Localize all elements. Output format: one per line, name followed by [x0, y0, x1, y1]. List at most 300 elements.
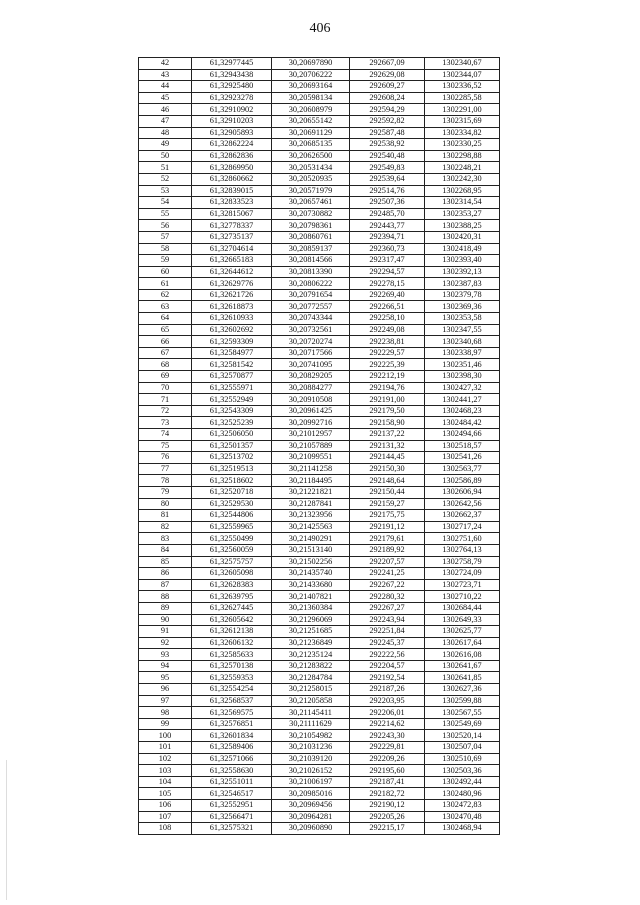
cell-y-coordinate: 1302627,36 [425, 684, 500, 696]
cell-latitude: 61,32605098 [192, 568, 272, 580]
table-row [139, 718, 500, 730]
cell-longitude: 30,20697890 [272, 58, 350, 70]
cell-x-coordinate: 292258,10 [350, 313, 425, 325]
cell-longitude: 30,21057889 [272, 440, 350, 452]
cell-y-coordinate: 1302641,85 [425, 672, 500, 684]
cell-x-coordinate: 292206,01 [350, 707, 425, 719]
cell-x-coordinate: 292209,26 [350, 753, 425, 765]
cell-y-coordinate: 1302480,96 [425, 788, 500, 800]
cell-longitude: 30,20732561 [272, 324, 350, 336]
cell-longitude: 30,21284784 [272, 672, 350, 684]
cell-point-number: 90 [139, 614, 192, 626]
cell-point-number: 69 [139, 371, 192, 383]
cell-longitude: 30,20691129 [272, 127, 350, 139]
table-row [139, 231, 500, 243]
cell-x-coordinate: 292294,57 [350, 266, 425, 278]
cell-x-coordinate: 292190,12 [350, 800, 425, 812]
cell-latitude: 61,32519513 [192, 463, 272, 475]
cell-y-coordinate: 1302567,55 [425, 707, 500, 719]
cell-latitude: 61,32621726 [192, 289, 272, 301]
table-row [139, 510, 500, 522]
cell-x-coordinate: 292148,64 [350, 475, 425, 487]
table-row [139, 556, 500, 568]
cell-x-coordinate: 292608,24 [350, 92, 425, 104]
table-row [139, 684, 500, 696]
cell-latitude: 61,32627445 [192, 602, 272, 614]
cell-latitude: 61,32544806 [192, 510, 272, 522]
cell-y-coordinate: 1302298,88 [425, 150, 500, 162]
table-row [139, 417, 500, 429]
cell-longitude: 30,20571979 [272, 185, 350, 197]
cell-latitude: 61,32520718 [192, 486, 272, 498]
cell-x-coordinate: 292443,77 [350, 220, 425, 232]
cell-x-coordinate: 292507,36 [350, 197, 425, 209]
cell-x-coordinate: 292243,30 [350, 730, 425, 742]
cell-y-coordinate: 1302369,36 [425, 301, 500, 313]
cell-point-number: 58 [139, 243, 192, 255]
cell-point-number: 86 [139, 568, 192, 580]
cell-longitude: 30,21323956 [272, 510, 350, 522]
cell-latitude: 61,32910203 [192, 115, 272, 127]
table-row [139, 382, 500, 394]
cell-latitude: 61,32860662 [192, 173, 272, 185]
cell-latitude: 61,32977445 [192, 58, 272, 70]
cell-longitude: 30,21099551 [272, 452, 350, 464]
cell-point-number: 52 [139, 173, 192, 185]
cell-y-coordinate: 1302751,60 [425, 533, 500, 545]
table-row [139, 69, 500, 81]
cell-point-number: 66 [139, 336, 192, 348]
table-row [139, 614, 500, 626]
table-row [139, 765, 500, 777]
cell-y-coordinate: 1302518,57 [425, 440, 500, 452]
cell-point-number: 107 [139, 811, 192, 823]
cell-latitude: 61,32576851 [192, 718, 272, 730]
cell-longitude: 30,21235124 [272, 649, 350, 661]
cell-latitude: 61,32925480 [192, 81, 272, 93]
cell-y-coordinate: 1302387,83 [425, 278, 500, 290]
cell-longitude: 30,20992716 [272, 417, 350, 429]
cell-x-coordinate: 292243,94 [350, 614, 425, 626]
table-row [139, 150, 500, 162]
cell-point-number: 73 [139, 417, 192, 429]
cell-point-number: 84 [139, 544, 192, 556]
cell-x-coordinate: 292189,92 [350, 544, 425, 556]
cell-point-number: 44 [139, 81, 192, 93]
cell-longitude: 30,20798361 [272, 220, 350, 232]
cell-x-coordinate: 292131,32 [350, 440, 425, 452]
cell-point-number: 48 [139, 127, 192, 139]
table-row [139, 800, 500, 812]
cell-latitude: 61,32628383 [192, 579, 272, 591]
cell-point-number: 85 [139, 556, 192, 568]
cell-y-coordinate: 1302393,40 [425, 255, 500, 267]
cell-longitude: 30,20520935 [272, 173, 350, 185]
table-row [139, 243, 500, 255]
cell-point-number: 61 [139, 278, 192, 290]
cell-x-coordinate: 292195,60 [350, 765, 425, 777]
cell-longitude: 30,21006197 [272, 776, 350, 788]
table-row [139, 324, 500, 336]
cell-y-coordinate: 1302617,64 [425, 637, 500, 649]
table-row [139, 394, 500, 406]
cell-x-coordinate: 292212,19 [350, 371, 425, 383]
cell-point-number: 87 [139, 579, 192, 591]
cell-longitude: 30,20717566 [272, 347, 350, 359]
cell-y-coordinate: 1302468,94 [425, 823, 500, 835]
cell-point-number: 68 [139, 359, 192, 371]
cell-point-number: 103 [139, 765, 192, 777]
cell-x-coordinate: 292549,83 [350, 162, 425, 174]
cell-y-coordinate: 1302334,82 [425, 127, 500, 139]
cell-longitude: 30,20655142 [272, 115, 350, 127]
cell-latitude: 61,32518602 [192, 475, 272, 487]
cell-x-coordinate: 292192,54 [350, 672, 425, 684]
cell-x-coordinate: 292137,22 [350, 429, 425, 441]
cell-x-coordinate: 292278,15 [350, 278, 425, 290]
page-number: 406 [309, 21, 331, 36]
cell-x-coordinate: 292594,29 [350, 104, 425, 116]
cell-longitude: 30,20910508 [272, 394, 350, 406]
cell-latitude: 61,32550499 [192, 533, 272, 545]
cell-y-coordinate: 1302347,55 [425, 324, 500, 336]
cell-latitude: 61,32570138 [192, 660, 272, 672]
table-row [139, 278, 500, 290]
cell-x-coordinate: 292629,08 [350, 69, 425, 81]
cell-point-number: 77 [139, 463, 192, 475]
cell-longitude: 30,20685135 [272, 139, 350, 151]
cell-point-number: 95 [139, 672, 192, 684]
cell-y-coordinate: 1302340,68 [425, 336, 500, 348]
cell-latitude: 61,32501357 [192, 440, 272, 452]
cell-y-coordinate: 1302468,23 [425, 405, 500, 417]
table-row [139, 115, 500, 127]
cell-x-coordinate: 292150,30 [350, 463, 425, 475]
cell-y-coordinate: 1302388,25 [425, 220, 500, 232]
cell-longitude: 30,20693164 [272, 81, 350, 93]
cell-point-number: 98 [139, 707, 192, 719]
cell-x-coordinate: 292222,56 [350, 649, 425, 661]
cell-longitude: 30,20964281 [272, 811, 350, 823]
table-row [139, 289, 500, 301]
cell-longitude: 30,20960890 [272, 823, 350, 835]
cell-longitude: 30,20772557 [272, 301, 350, 313]
cell-latitude: 61,32543309 [192, 405, 272, 417]
cell-x-coordinate: 292587,48 [350, 127, 425, 139]
cell-longitude: 30,21435740 [272, 568, 350, 580]
cell-longitude: 30,20985016 [272, 788, 350, 800]
cell-longitude: 30,21433680 [272, 579, 350, 591]
cell-latitude: 61,32529530 [192, 498, 272, 510]
table-row [139, 823, 500, 835]
table-row [139, 730, 500, 742]
cell-longitude: 30,21296069 [272, 614, 350, 626]
cell-point-number: 60 [139, 266, 192, 278]
cell-x-coordinate: 292179,61 [350, 533, 425, 545]
cell-longitude: 30,20814566 [272, 255, 350, 267]
cell-x-coordinate: 292194,76 [350, 382, 425, 394]
cell-y-coordinate: 1302291,00 [425, 104, 500, 116]
cell-latitude: 61,32735137 [192, 231, 272, 243]
cell-latitude: 61,32639795 [192, 591, 272, 603]
cell-latitude: 61,32665183 [192, 255, 272, 267]
cell-longitude: 30,20859137 [272, 243, 350, 255]
cell-x-coordinate: 292179,50 [350, 405, 425, 417]
cell-latitude: 61,32862224 [192, 139, 272, 151]
cell-x-coordinate: 292191,00 [350, 394, 425, 406]
cell-y-coordinate: 1302379,78 [425, 289, 500, 301]
cell-y-coordinate: 1302710,22 [425, 591, 500, 603]
cell-y-coordinate: 1302420,31 [425, 231, 500, 243]
cell-point-number: 101 [139, 742, 192, 754]
cell-latitude: 61,32584977 [192, 347, 272, 359]
cell-longitude: 30,21054982 [272, 730, 350, 742]
cell-latitude: 61,32589406 [192, 742, 272, 754]
table-row [139, 197, 500, 209]
cell-longitude: 30,21184495 [272, 475, 350, 487]
cell-y-coordinate: 1302563,77 [425, 463, 500, 475]
cell-longitude: 30,20608979 [272, 104, 350, 116]
cell-longitude: 30,20730882 [272, 208, 350, 220]
cell-x-coordinate: 292267,22 [350, 579, 425, 591]
cell-longitude: 30,21111629 [272, 718, 350, 730]
cell-x-coordinate: 292394,71 [350, 231, 425, 243]
cell-point-number: 82 [139, 521, 192, 533]
cell-point-number: 104 [139, 776, 192, 788]
cell-latitude: 61,32585633 [192, 649, 272, 661]
cell-x-coordinate: 292592,82 [350, 115, 425, 127]
cell-longitude: 30,21205858 [272, 695, 350, 707]
table-row [139, 811, 500, 823]
cell-point-number: 72 [139, 405, 192, 417]
table-row [139, 301, 500, 313]
table-row [139, 347, 500, 359]
cell-latitude: 61,32575321 [192, 823, 272, 835]
cell-point-number: 51 [139, 162, 192, 174]
cell-y-coordinate: 1302599,88 [425, 695, 500, 707]
cell-y-coordinate: 1302353,27 [425, 208, 500, 220]
cell-x-coordinate: 292203,95 [350, 695, 425, 707]
coordinates-table-body [139, 58, 500, 835]
cell-longitude: 30,21407821 [272, 591, 350, 603]
cell-y-coordinate: 1302649,33 [425, 614, 500, 626]
cell-point-number: 70 [139, 382, 192, 394]
cell-y-coordinate: 1302392,13 [425, 266, 500, 278]
table-row [139, 626, 500, 638]
cell-point-number: 54 [139, 197, 192, 209]
cell-x-coordinate: 292204,57 [350, 660, 425, 672]
table-row [139, 81, 500, 93]
cell-y-coordinate: 1302606,94 [425, 486, 500, 498]
cell-point-number: 92 [139, 637, 192, 649]
cell-latitude: 61,32943438 [192, 69, 272, 81]
cell-y-coordinate: 1302340,67 [425, 58, 500, 70]
table-row [139, 371, 500, 383]
cell-y-coordinate: 1302724,09 [425, 568, 500, 580]
table-row [139, 208, 500, 220]
cell-y-coordinate: 1302398,30 [425, 371, 500, 383]
cell-y-coordinate: 1302441,27 [425, 394, 500, 406]
cell-longitude: 30,21490291 [272, 533, 350, 545]
cell-longitude: 30,20829205 [272, 371, 350, 383]
cell-y-coordinate: 1302764,13 [425, 544, 500, 556]
table-row [139, 313, 500, 325]
cell-x-coordinate: 292609,27 [350, 81, 425, 93]
table-row [139, 521, 500, 533]
table-row [139, 139, 500, 151]
cell-x-coordinate: 292229,81 [350, 742, 425, 754]
cell-point-number: 88 [139, 591, 192, 603]
cell-latitude: 61,32554254 [192, 684, 272, 696]
cell-y-coordinate: 1302285,58 [425, 92, 500, 104]
cell-y-coordinate: 1302494,66 [425, 429, 500, 441]
cell-point-number: 106 [139, 800, 192, 812]
cell-y-coordinate: 1302520,14 [425, 730, 500, 742]
cell-longitude: 30,21026152 [272, 765, 350, 777]
cell-longitude: 30,21283822 [272, 660, 350, 672]
cell-point-number: 74 [139, 429, 192, 441]
cell-longitude: 30,20860761 [272, 231, 350, 243]
table-row [139, 185, 500, 197]
scan-edge-mark [6, 760, 7, 900]
cell-longitude: 30,20969456 [272, 800, 350, 812]
cell-x-coordinate: 292266,51 [350, 301, 425, 313]
table-row [139, 104, 500, 116]
cell-y-coordinate: 1302641,67 [425, 660, 500, 672]
cell-latitude: 61,32546517 [192, 788, 272, 800]
cell-longitude: 30,21251685 [272, 626, 350, 638]
cell-y-coordinate: 1302351,46 [425, 359, 500, 371]
cell-latitude: 61,32644612 [192, 266, 272, 278]
cell-point-number: 89 [139, 602, 192, 614]
cell-x-coordinate: 292187,41 [350, 776, 425, 788]
cell-x-coordinate: 292150,44 [350, 486, 425, 498]
cell-x-coordinate: 292249,08 [350, 324, 425, 336]
table-row [139, 359, 500, 371]
cell-point-number: 64 [139, 313, 192, 325]
cell-longitude: 30,21145411 [272, 707, 350, 719]
cell-longitude: 30,20626500 [272, 150, 350, 162]
cell-point-number: 71 [139, 394, 192, 406]
cell-point-number: 65 [139, 324, 192, 336]
cell-y-coordinate: 1302248,21 [425, 162, 500, 174]
cell-x-coordinate: 292182,72 [350, 788, 425, 800]
cell-latitude: 61,32618873 [192, 301, 272, 313]
cell-latitude: 61,32559353 [192, 672, 272, 684]
cell-x-coordinate: 292238,81 [350, 336, 425, 348]
cell-latitude: 61,32569575 [192, 707, 272, 719]
cell-longitude: 30,21039120 [272, 753, 350, 765]
cell-latitude: 61,32593309 [192, 336, 272, 348]
cell-y-coordinate: 1302662,37 [425, 510, 500, 522]
table-row [139, 672, 500, 684]
cell-point-number: 46 [139, 104, 192, 116]
cell-longitude: 30,20598134 [272, 92, 350, 104]
cell-longitude: 30,21287841 [272, 498, 350, 510]
cell-longitude: 30,20720274 [272, 336, 350, 348]
cell-point-number: 76 [139, 452, 192, 464]
cell-y-coordinate: 1302723,71 [425, 579, 500, 591]
cell-point-number: 108 [139, 823, 192, 835]
table-row [139, 220, 500, 232]
table-row [139, 92, 500, 104]
cell-y-coordinate: 1302314,54 [425, 197, 500, 209]
cell-x-coordinate: 292144,45 [350, 452, 425, 464]
cell-point-number: 96 [139, 684, 192, 696]
cell-point-number: 80 [139, 498, 192, 510]
cell-x-coordinate: 292317,47 [350, 255, 425, 267]
table-row [139, 707, 500, 719]
cell-latitude: 61,32839015 [192, 185, 272, 197]
cell-latitude: 61,32558630 [192, 765, 272, 777]
table-row [139, 266, 500, 278]
cell-y-coordinate: 1302758,79 [425, 556, 500, 568]
table-row [139, 776, 500, 788]
cell-latitude: 61,32552949 [192, 394, 272, 406]
table-row [139, 173, 500, 185]
cell-point-number: 102 [139, 753, 192, 765]
cell-x-coordinate: 292191,12 [350, 521, 425, 533]
table-row [139, 498, 500, 510]
table-row [139, 753, 500, 765]
cell-longitude: 30,20706222 [272, 69, 350, 81]
cell-x-coordinate: 292267,27 [350, 602, 425, 614]
cell-point-number: 67 [139, 347, 192, 359]
cell-point-number: 105 [139, 788, 192, 800]
cell-y-coordinate: 1302338,97 [425, 347, 500, 359]
cell-latitude: 61,32555971 [192, 382, 272, 394]
cell-point-number: 78 [139, 475, 192, 487]
cell-point-number: 50 [139, 150, 192, 162]
cell-y-coordinate: 1302549,69 [425, 718, 500, 730]
cell-latitude: 61,32612138 [192, 626, 272, 638]
cell-x-coordinate: 292158,90 [350, 417, 425, 429]
cell-x-coordinate: 292485,70 [350, 208, 425, 220]
cell-y-coordinate: 1302492,44 [425, 776, 500, 788]
cell-x-coordinate: 292251,84 [350, 626, 425, 638]
table-row [139, 255, 500, 267]
table-row [139, 568, 500, 580]
cell-latitude: 61,32704614 [192, 243, 272, 255]
cell-y-coordinate: 1302684,44 [425, 602, 500, 614]
cell-latitude: 61,32575757 [192, 556, 272, 568]
cell-point-number: 62 [139, 289, 192, 301]
cell-latitude: 61,32602692 [192, 324, 272, 336]
cell-y-coordinate: 1302330,25 [425, 139, 500, 151]
cell-longitude: 30,21221821 [272, 486, 350, 498]
cell-x-coordinate: 292280,32 [350, 591, 425, 603]
cell-latitude: 61,32601834 [192, 730, 272, 742]
cell-latitude: 61,32606132 [192, 637, 272, 649]
cell-point-number: 55 [139, 208, 192, 220]
cell-latitude: 61,32910902 [192, 104, 272, 116]
table-row [139, 591, 500, 603]
cell-point-number: 56 [139, 220, 192, 232]
table-row [139, 660, 500, 672]
cell-y-coordinate: 1302510,69 [425, 753, 500, 765]
cell-longitude: 30,21141258 [272, 463, 350, 475]
cell-latitude: 61,32905893 [192, 127, 272, 139]
cell-latitude: 61,32869950 [192, 162, 272, 174]
cell-point-number: 75 [139, 440, 192, 452]
table-row [139, 579, 500, 591]
cell-x-coordinate: 292229,57 [350, 347, 425, 359]
table-row [139, 336, 500, 348]
cell-latitude: 61,32525239 [192, 417, 272, 429]
cell-point-number: 94 [139, 660, 192, 672]
cell-y-coordinate: 1302427,32 [425, 382, 500, 394]
cell-x-coordinate: 292205,26 [350, 811, 425, 823]
